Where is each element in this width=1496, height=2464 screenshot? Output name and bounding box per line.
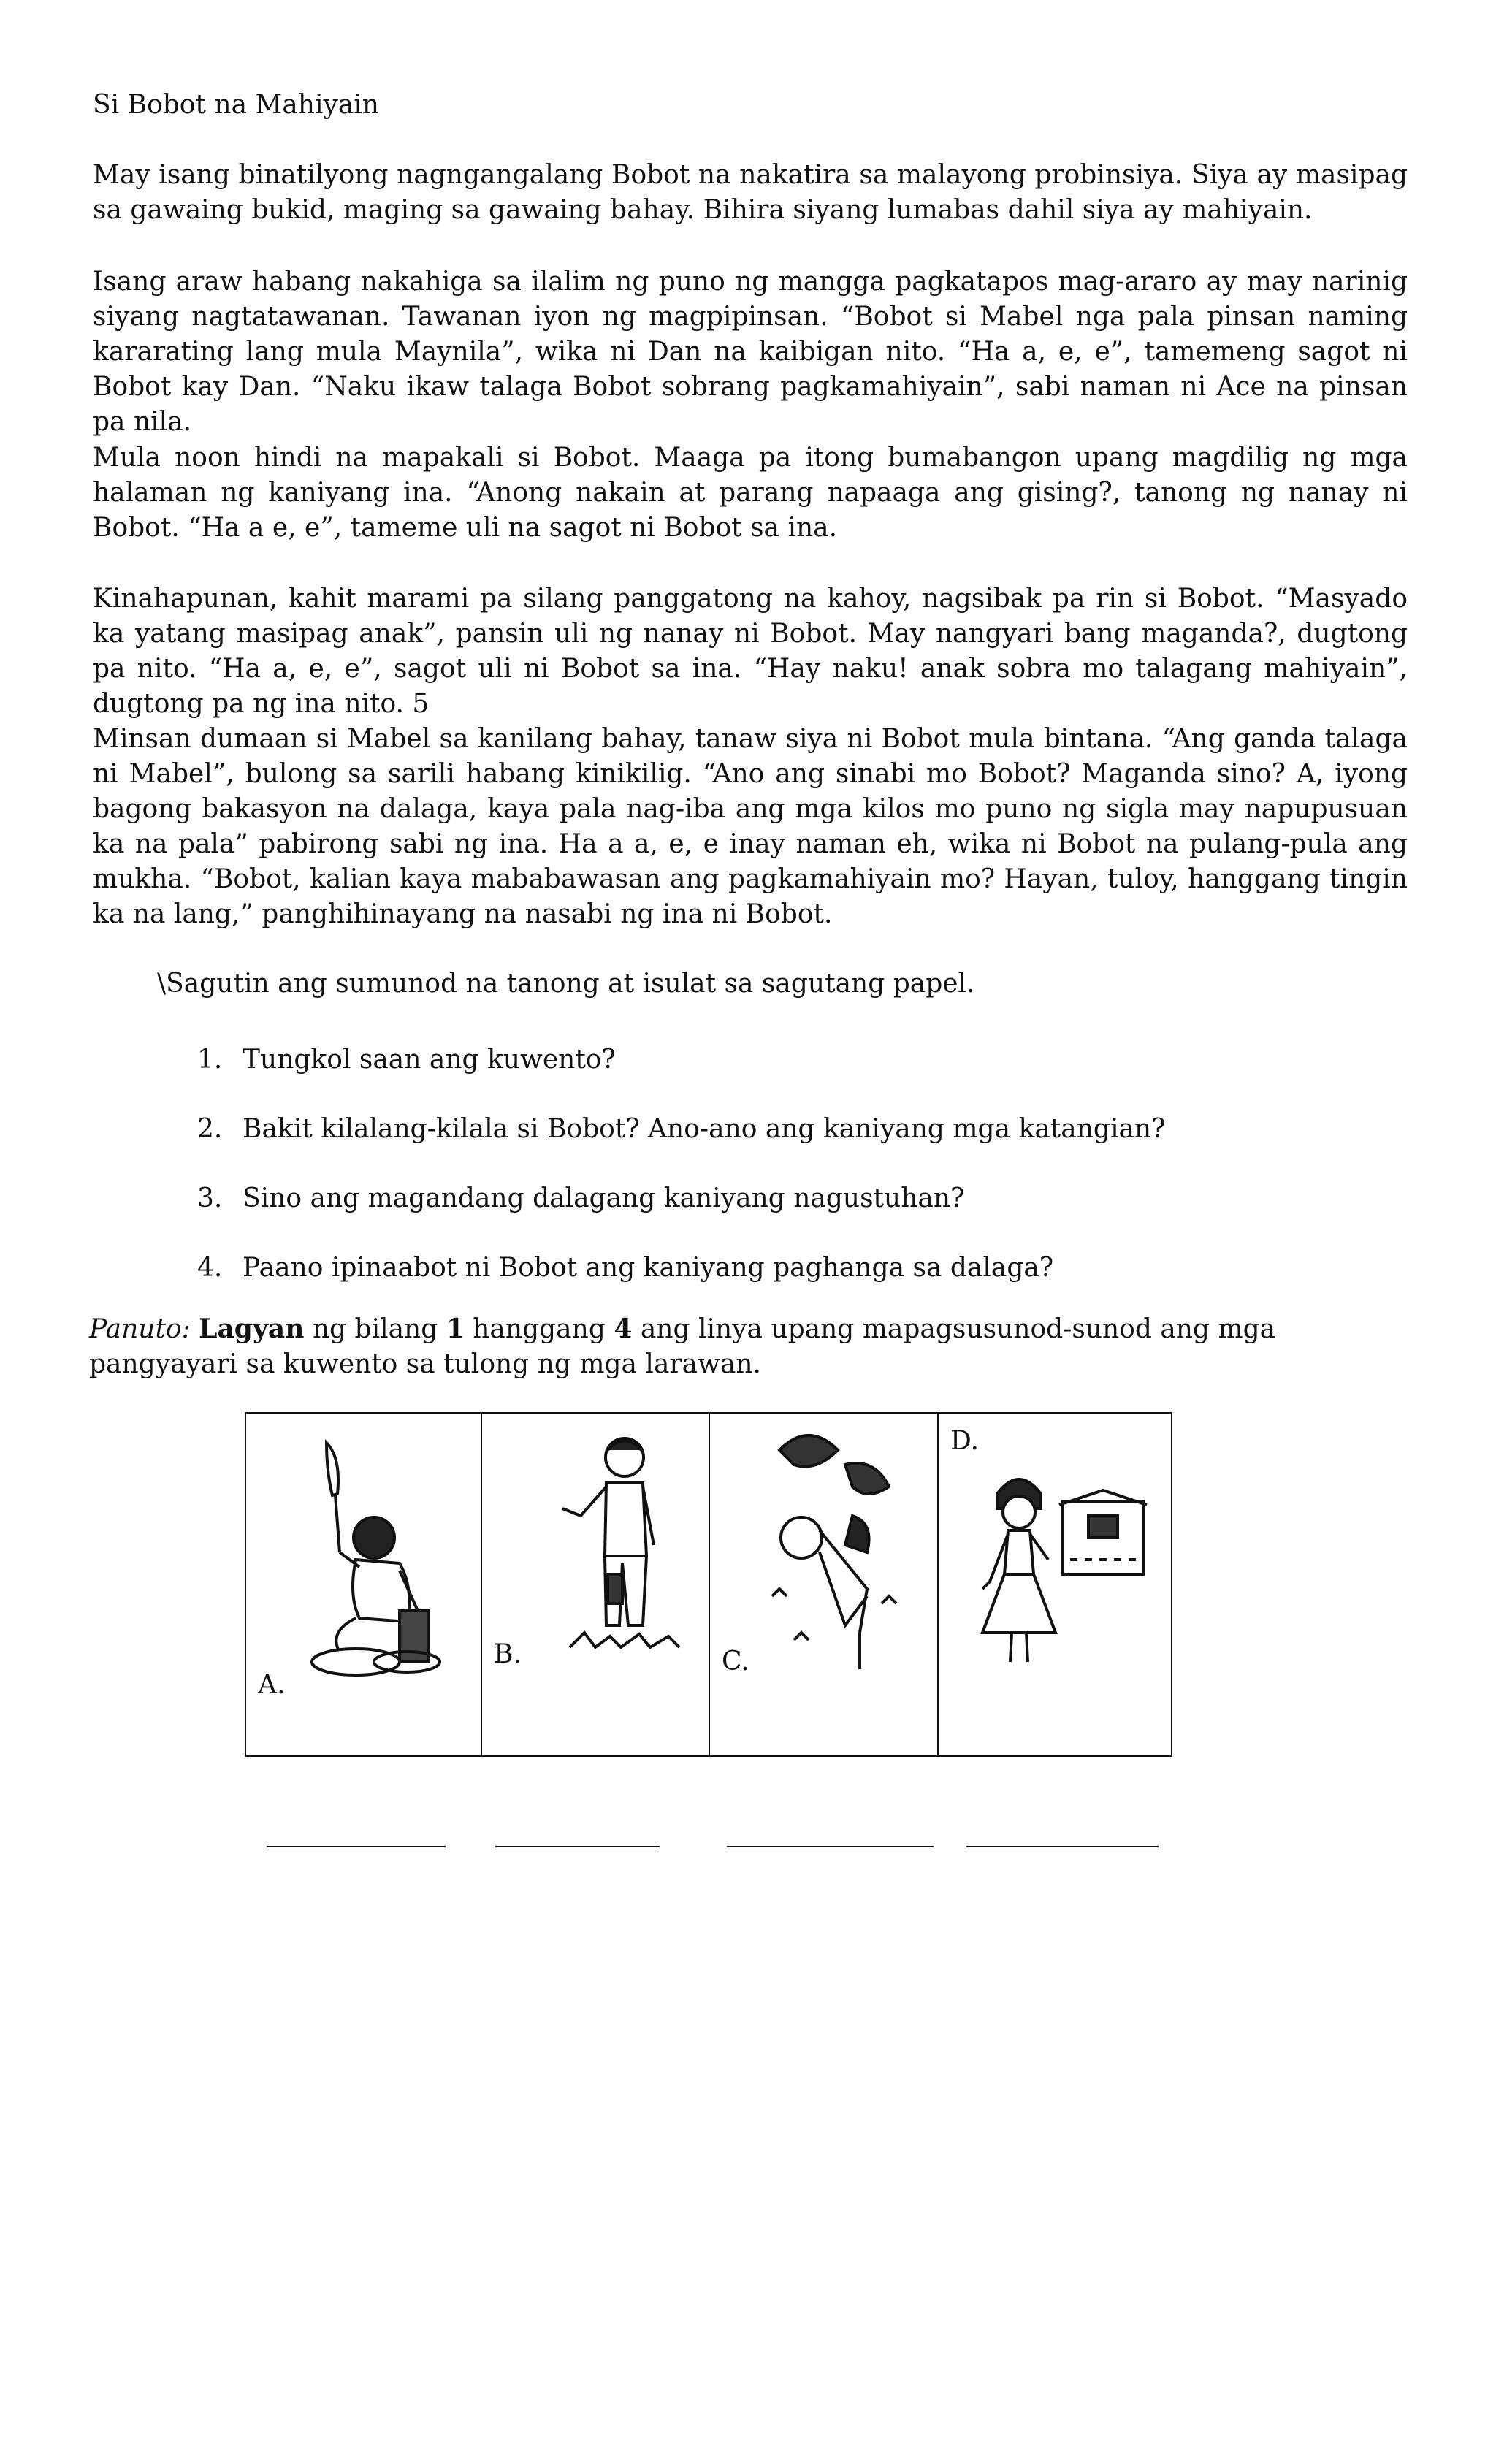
picture-label-b: B. [494, 1639, 522, 1669]
question-text: Sino ang magandang dalagang kaniyang nagustuhan? [243, 1183, 965, 1213]
panuto-instruction [89, 1311, 1408, 1382]
question-number: 1. [197, 1045, 223, 1075]
boy-watering-plants-icon [750, 1421, 911, 1684]
boy-standing-icon [555, 1428, 687, 1655]
question-number: 3. [197, 1183, 223, 1213]
question-item [197, 1112, 1165, 1147]
answer-blank[interactable] [966, 1846, 1159, 1847]
question-number: 4. [197, 1253, 223, 1283]
story-title: Si Bobot na Mahiyain [93, 90, 379, 120]
girl-by-house-icon [968, 1465, 1158, 1677]
picture-cell-b [482, 1414, 710, 1755]
story-paragraph-2: Isang araw habang nakahiga sa ilalim ng puno ng mangga pagkatapos mag-araro ay may narinig siyang nagtatawanan. Tawanan iyon ng magpipinsan. “Bobot si Mabel nga pala pinsan naming kararating lang mula Maynila”, wika ni Dan na kaibigan nito. “Ha a, e, e”, tamemeng sagot ni Bobot kay Dan. “Naku ikaw talaga Bobot sobrang pagkamahiyain”, sabi naman ni Ace na pinsan pa nila. [93, 267, 1408, 437]
panuto-label: Panuto: [89, 1314, 191, 1344]
question-text: Paano ipinaabot ni Bobot ang kaniyang paghanga sa dalaga? [243, 1253, 1054, 1283]
picture-cell-d [939, 1414, 1171, 1755]
story-paragraph-4: Kinahapunan, kahit marami pa silang panggatong na kahoy, nagsibak pa rin si Bobot. “Masyado ka yatang masipag anak”, pansin uli ng nanay ni Bobot. May nangyari bang maganda?, dugtong pa nito. “Ha a, e, e”, sagot uli ni Bobot sa ina. “Hay naku! anak sobra mo talagang mahiyain”, dugtong pa ng ina nito. 5 [93, 584, 1408, 719]
picture-label-c: C. [722, 1647, 749, 1677]
story-paragraph-5: Minsan dumaan si Mabel sa kanilang bahay, tanaw siya ni Bobot mula bintana. “Ang ganda talaga ni Mabel”, bulong sa sarili habang kinikilig. “Ano ang sinabi mo Bobot? Maganda sino? A, iyong bagong bakasyon na dalaga, kaya pala nag-iba ang mga kilos mo puno ng sigla may napupusuan ka na pala” pabirong sabi ng ina. Ha a a, e, e inay naman eh, wika ni Bobot na pulang-pula ang mukha. “Bobot, kalian kaya mababawasan ang pagkamahiyain mo? Hayan, tuloy, hanggang tingin ka na lang,” panghihinayang na nasabi ng ina ni Bobot. [93, 724, 1408, 929]
answer-blank[interactable] [727, 1846, 934, 1847]
question-number: 2. [197, 1114, 223, 1144]
question-item [197, 1251, 1053, 1286]
question-text: Bakit kilalang-kilala si Bobot? Ano-ano ang kaniyang mga katangian? [243, 1114, 1166, 1144]
panuto-text: ang linya upang mapagsusunod-sunod ang mga pangyayari sa kuwento sa tulong ng mga larawan. [89, 1314, 1276, 1379]
picture-cell-a [246, 1414, 482, 1755]
boy-chopping-wood-icon [297, 1428, 443, 1691]
picture-label-a: A. [258, 1670, 286, 1700]
picture-cell-c [710, 1414, 939, 1755]
story-paragraph-3: Mula noon hindi na mapakali si Bobot. Maaga pa itong bumabangon upang magdilig ng mga halaman ng kaniyang ina. “Anong nakain at parang napaaga ang gising?, tanong ng nanay ni Bobot. “Ha a e, e”, tameme uli na sagot ni Bobot sa ina. [93, 443, 1408, 543]
panuto-text: hanggang [464, 1314, 614, 1344]
answer-blank[interactable] [267, 1846, 446, 1847]
answer-blank[interactable] [495, 1846, 660, 1847]
questions-instruction: \Sagutin ang sumunod na tanong at isulat sa sagutang papel. [157, 969, 975, 999]
panuto-text: ng bilang [304, 1314, 446, 1344]
question-item [197, 1042, 616, 1077]
story-paragraph-1: May isang binatilyong nagngangalang Bobot na nakatira sa malayong probinsiya. Siya ay masipag sa gawaing bukid, maging sa gawaing bahay. Bihira siyang lumabas dahil siya ay mahiyain. [93, 160, 1408, 225]
panuto-bold-word: Lagyan [199, 1313, 305, 1344]
picture-label-d: D. [950, 1426, 980, 1456]
picture-table [245, 1412, 1172, 1757]
panuto-number-start: 1 [446, 1313, 465, 1344]
panuto-number-end: 4 [614, 1313, 633, 1344]
question-item [197, 1181, 964, 1216]
question-text: Tungkol saan ang kuwento? [243, 1045, 616, 1075]
